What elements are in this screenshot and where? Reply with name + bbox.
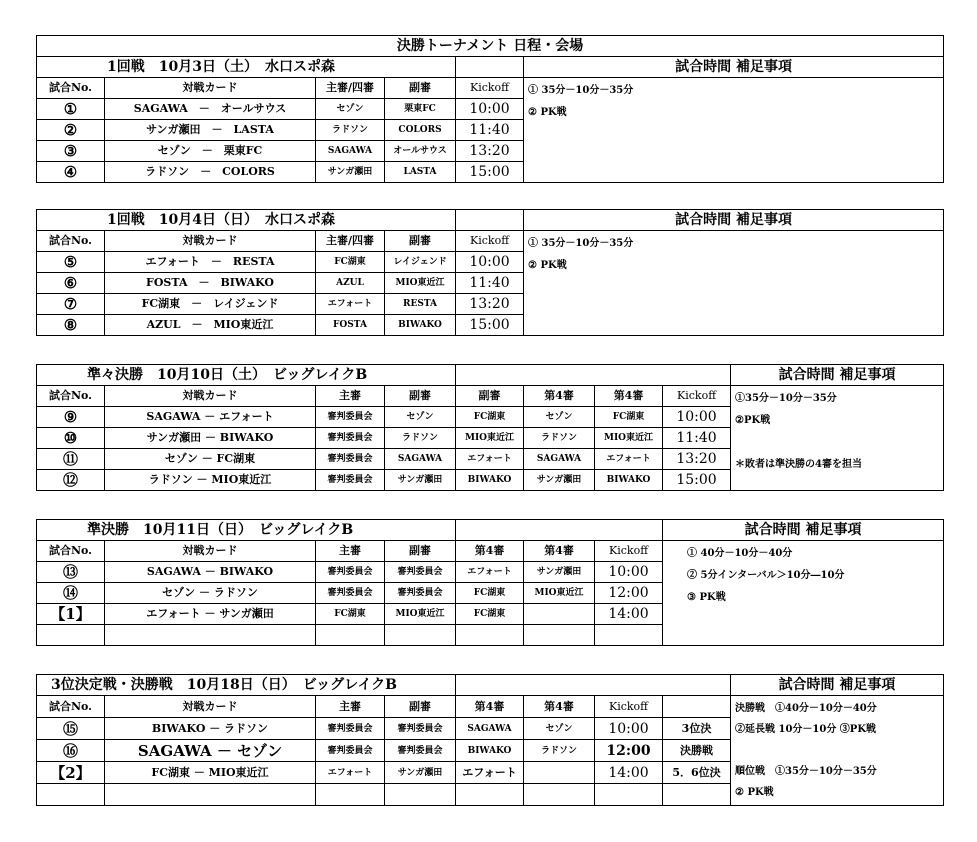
fourth-official: MIO東近江	[524, 583, 595, 604]
col-asst: 副審	[385, 541, 456, 562]
kickoff: 14:00	[595, 604, 663, 625]
kickoff: 15:00	[663, 470, 731, 491]
col-ref: 主審	[316, 541, 385, 562]
referee: 審判委員会	[316, 718, 385, 740]
fourth-official: FC湖東	[456, 583, 524, 604]
kickoff: 12:00	[595, 740, 663, 762]
stage-tag: 3位決	[663, 718, 731, 740]
assistant: SAGAWA	[385, 449, 456, 470]
col-card: 対戦カード	[105, 386, 316, 407]
assistant: FC湖東	[456, 407, 524, 428]
referee: セゾン	[316, 99, 385, 120]
fourth-official: エフォート	[456, 762, 524, 784]
col-asst: 副審	[385, 386, 456, 407]
kickoff: 15:00	[456, 162, 524, 183]
col-no: 試合No.	[37, 78, 105, 99]
note-line: 決勝戦 ①40分－10分－40分	[735, 703, 877, 714]
col-kickoff: Kickoff	[595, 696, 663, 718]
round1b-header-spacer	[456, 210, 524, 231]
round1a-notes	[524, 78, 944, 183]
col-ref: 主審	[316, 386, 385, 407]
note-line: ① 40分－10分－40分	[687, 548, 793, 559]
round1a-table	[36, 35, 944, 183]
match-card: セゾン － 栗東FC	[105, 141, 316, 162]
assistant: MIO東近江	[385, 604, 456, 625]
empty-cell	[316, 784, 385, 806]
match-card: BIWAKO － ラドソン	[105, 718, 316, 740]
match-card: FOSTA － BIWAKO	[105, 273, 316, 294]
final-table	[36, 674, 944, 806]
kickoff: 10:00	[595, 562, 663, 583]
match-no: 【2】	[37, 762, 105, 784]
fourth-official: エフォート	[595, 449, 663, 470]
assistant: COLORS	[385, 120, 456, 141]
main-title: 決勝トーナメント 日程・会場	[37, 36, 944, 57]
col-no: 試合No.	[37, 231, 105, 252]
assistant: オールサウス	[385, 141, 456, 162]
assistant: サンガ瀬田	[385, 470, 456, 491]
match-card: SAGAWA － セゾン	[105, 740, 316, 762]
match-no: ③	[37, 141, 105, 162]
fourth-official	[524, 604, 595, 625]
fourth-official: ラドソン	[524, 740, 595, 762]
assistant: MIO東近江	[385, 273, 456, 294]
sf-table	[36, 519, 944, 646]
col-card: 対戦カード	[105, 231, 316, 252]
empty-cell	[105, 784, 316, 806]
round1a-header-spacer	[456, 57, 524, 78]
col-asst: 副審	[385, 78, 456, 99]
col-fourth: 第4審	[595, 386, 663, 407]
referee: FC湖東	[316, 604, 385, 625]
match-card: エフォート － サンガ瀬田	[105, 604, 316, 625]
stage-tag: 決勝戦	[663, 740, 731, 762]
empty-cell	[37, 784, 105, 806]
note-line: ①35分－10分－35分	[735, 393, 837, 404]
assistant: RESTA	[385, 294, 456, 315]
match-card: セゾン － FC湖東	[105, 449, 316, 470]
fourth-official: BIWAKO	[595, 470, 663, 491]
note-line: ② PK戦	[528, 260, 567, 271]
note-line	[735, 740, 939, 761]
referee: 審判委員会	[316, 470, 385, 491]
empty-cell	[663, 784, 731, 806]
referee: エフォート	[316, 762, 385, 784]
match-card: ラドソン － MIO東近江	[105, 470, 316, 491]
assistant: 審判委員会	[385, 562, 456, 583]
note-line: ② PK戦	[528, 107, 567, 118]
col-card: 対戦カード	[105, 541, 316, 562]
fourth-official: SAGAWA	[524, 449, 595, 470]
assistant: サンガ瀬田	[385, 762, 456, 784]
fourth-official: BIWAKO	[456, 740, 524, 762]
note-line: ③ PK戦	[687, 592, 726, 603]
fourth-official: サンガ瀬田	[524, 470, 595, 491]
fourth-official: エフォート	[456, 562, 524, 583]
qf-header: 準々決勝 10月10日（土） ビッグレイクB	[37, 365, 456, 386]
referee: 審判委員会	[316, 562, 385, 583]
kickoff: 11:40	[456, 273, 524, 294]
qf-notes	[731, 386, 944, 491]
match-card: SAGAWA － エフォート	[105, 407, 316, 428]
note-line: ②延長戦 10分－10分 ③PK戦	[735, 724, 877, 735]
round1b-table	[36, 209, 944, 336]
match-no: ⑤	[37, 252, 105, 273]
col-fourth: 第4審	[524, 696, 595, 718]
sf-notes	[663, 541, 944, 646]
assistant: 審判委員会	[385, 718, 456, 740]
final-header: 3位決定戦・決勝戦 10月18日（日） ビッグレイクB	[37, 675, 456, 696]
assistant: 審判委員会	[385, 740, 456, 762]
note-line: ① 35分－10分－35分	[528, 85, 634, 96]
sf-header-spacer	[456, 520, 663, 541]
assistant: 審判委員会	[385, 583, 456, 604]
match-no: ⑭	[37, 583, 105, 604]
kickoff: 14:00	[595, 762, 663, 784]
referee: 審判委員会	[316, 449, 385, 470]
col-ref: 主審/四審	[316, 78, 385, 99]
match-card: ラドソン － COLORS	[105, 162, 316, 183]
final-notes	[731, 696, 944, 806]
referee: 審判委員会	[316, 407, 385, 428]
col-ref: 主審	[316, 696, 385, 718]
stage-tag: 5．6位決	[663, 762, 731, 784]
kickoff: 15:00	[456, 315, 524, 336]
col-asst: 副審	[456, 386, 524, 407]
empty-cell	[105, 625, 316, 646]
round1b-notes	[524, 231, 944, 336]
note-line: ① 35分－10分－35分	[528, 238, 634, 249]
assistant: 栗東FC	[385, 99, 456, 120]
kickoff: 10:00	[595, 718, 663, 740]
referee: AZUL	[316, 273, 385, 294]
match-no: ⑮	[37, 718, 105, 740]
qf-notes-title: 試合時間 補足事項	[731, 365, 944, 386]
match-card: SAGAWA － オールサウス	[105, 99, 316, 120]
match-no: ⑪	[37, 449, 105, 470]
fourth-official: サンガ瀬田	[524, 562, 595, 583]
fourth-official: セゾン	[524, 407, 595, 428]
col-no: 試合No.	[37, 541, 105, 562]
round1a-notes-title: 試合時間 補足事項	[524, 57, 944, 78]
match-no: ④	[37, 162, 105, 183]
match-no: ⑯	[37, 740, 105, 762]
empty-cell	[595, 625, 663, 646]
match-card: FC湖東 － レイジェンド	[105, 294, 316, 315]
round1a-header: 1回戦 10月3日（土） 水口スポ森	[37, 57, 456, 78]
match-no: ①	[37, 99, 105, 120]
assistant: ラドソン	[385, 428, 456, 449]
fourth-official: ラドソン	[524, 428, 595, 449]
referee: エフォート	[316, 294, 385, 315]
col-asst: 副審	[385, 231, 456, 252]
fourth-official: セゾン	[524, 718, 595, 740]
col-kickoff: Kickoff	[663, 386, 731, 407]
assistant: レイジェンド	[385, 252, 456, 273]
col-fourth: 第4審	[456, 541, 524, 562]
kickoff: 10:00	[456, 99, 524, 120]
match-card: サンガ瀬田 － BIWAKO	[105, 428, 316, 449]
qf-table	[36, 364, 944, 491]
kickoff: 13:20	[456, 294, 524, 315]
note-line: ② 5分インターバル＞10分―10分	[687, 570, 845, 581]
referee: 審判委員会	[316, 428, 385, 449]
fourth-official: SAGAWA	[456, 718, 524, 740]
kickoff: 10:00	[456, 252, 524, 273]
match-no: ⑦	[37, 294, 105, 315]
note-line	[735, 432, 939, 454]
round1b-header: 1回戦 10月4日（日） 水口スポ森	[37, 210, 456, 231]
match-no: 【1】	[37, 604, 105, 625]
final-notes-title: 試合時間 補足事項	[731, 675, 944, 696]
empty-cell	[385, 784, 456, 806]
col-card: 対戦カード	[105, 696, 316, 718]
empty-cell	[524, 625, 595, 646]
col-kickoff: Kickoff	[456, 231, 524, 252]
assistant: LASTA	[385, 162, 456, 183]
match-card: サンガ瀬田 － LASTA	[105, 120, 316, 141]
match-no: ⑧	[37, 315, 105, 336]
referee: FC湖東	[316, 252, 385, 273]
col-ref: 主審/四審	[316, 231, 385, 252]
empty-cell	[456, 625, 524, 646]
assistant: MIO東近江	[456, 428, 524, 449]
kickoff: 13:20	[663, 449, 731, 470]
fourth-official: MIO東近江	[595, 428, 663, 449]
empty-cell	[316, 625, 385, 646]
fourth-official	[524, 762, 595, 784]
kickoff: 10:00	[663, 407, 731, 428]
col-kickoff: Kickoff	[456, 78, 524, 99]
round1b-notes-title: 試合時間 補足事項	[524, 210, 944, 231]
col-card: 対戦カード	[105, 78, 316, 99]
fourth-official: FC湖東	[456, 604, 524, 625]
referee: SAGAWA	[316, 141, 385, 162]
referee: FOSTA	[316, 315, 385, 336]
match-no: ⑨	[37, 407, 105, 428]
match-no: ⑩	[37, 428, 105, 449]
empty-cell	[595, 784, 663, 806]
match-no: ⑬	[37, 562, 105, 583]
match-no: ⑫	[37, 470, 105, 491]
col-fourth: 第4審	[524, 386, 595, 407]
empty-cell	[524, 784, 595, 806]
match-card: エフォート － RESTA	[105, 252, 316, 273]
referee: サンガ瀬田	[316, 162, 385, 183]
assistant: BIWAKO	[456, 470, 524, 491]
note-line: ②PK戦	[735, 415, 771, 426]
match-no: ②	[37, 120, 105, 141]
col-stage	[663, 696, 731, 718]
match-card: SAGAWA － BIWAKO	[105, 562, 316, 583]
match-card: FC湖東 － MIO東近江	[105, 762, 316, 784]
col-fourth: 第4審	[524, 541, 595, 562]
sf-header: 準決勝 10月11日（日） ビッグレイクB	[37, 520, 456, 541]
kickoff: 11:40	[663, 428, 731, 449]
assistant: セゾン	[385, 407, 456, 428]
match-card: セゾン － ラドソン	[105, 583, 316, 604]
note-line: 順位戦 ①35分－10分－35分	[735, 766, 877, 777]
match-no: ⑥	[37, 273, 105, 294]
kickoff: 12:00	[595, 583, 663, 604]
col-no: 試合No.	[37, 696, 105, 718]
fourth-official: FC湖東	[595, 407, 663, 428]
match-card: AZUL － MIO東近江	[105, 315, 316, 336]
kickoff: 13:20	[456, 141, 524, 162]
note-line: ＊敗者は準決勝の4審を担当	[735, 459, 862, 470]
note-line: ② PK戦	[735, 787, 774, 798]
col-no: 試合No.	[37, 386, 105, 407]
kickoff: 11:40	[456, 120, 524, 141]
assistant: エフォート	[456, 449, 524, 470]
col-kickoff: Kickoff	[595, 541, 663, 562]
referee: 審判委員会	[316, 583, 385, 604]
qf-header-spacer	[456, 365, 731, 386]
col-fourth: 第4審	[456, 696, 524, 718]
final-header-spacer	[456, 675, 731, 696]
col-asst: 副審	[385, 696, 456, 718]
empty-cell	[456, 784, 524, 806]
referee: 審判委員会	[316, 740, 385, 762]
assistant: BIWAKO	[385, 315, 456, 336]
empty-cell	[37, 625, 105, 646]
referee: ラドソン	[316, 120, 385, 141]
sf-notes-title: 試合時間 補足事項	[663, 520, 944, 541]
empty-cell	[385, 625, 456, 646]
